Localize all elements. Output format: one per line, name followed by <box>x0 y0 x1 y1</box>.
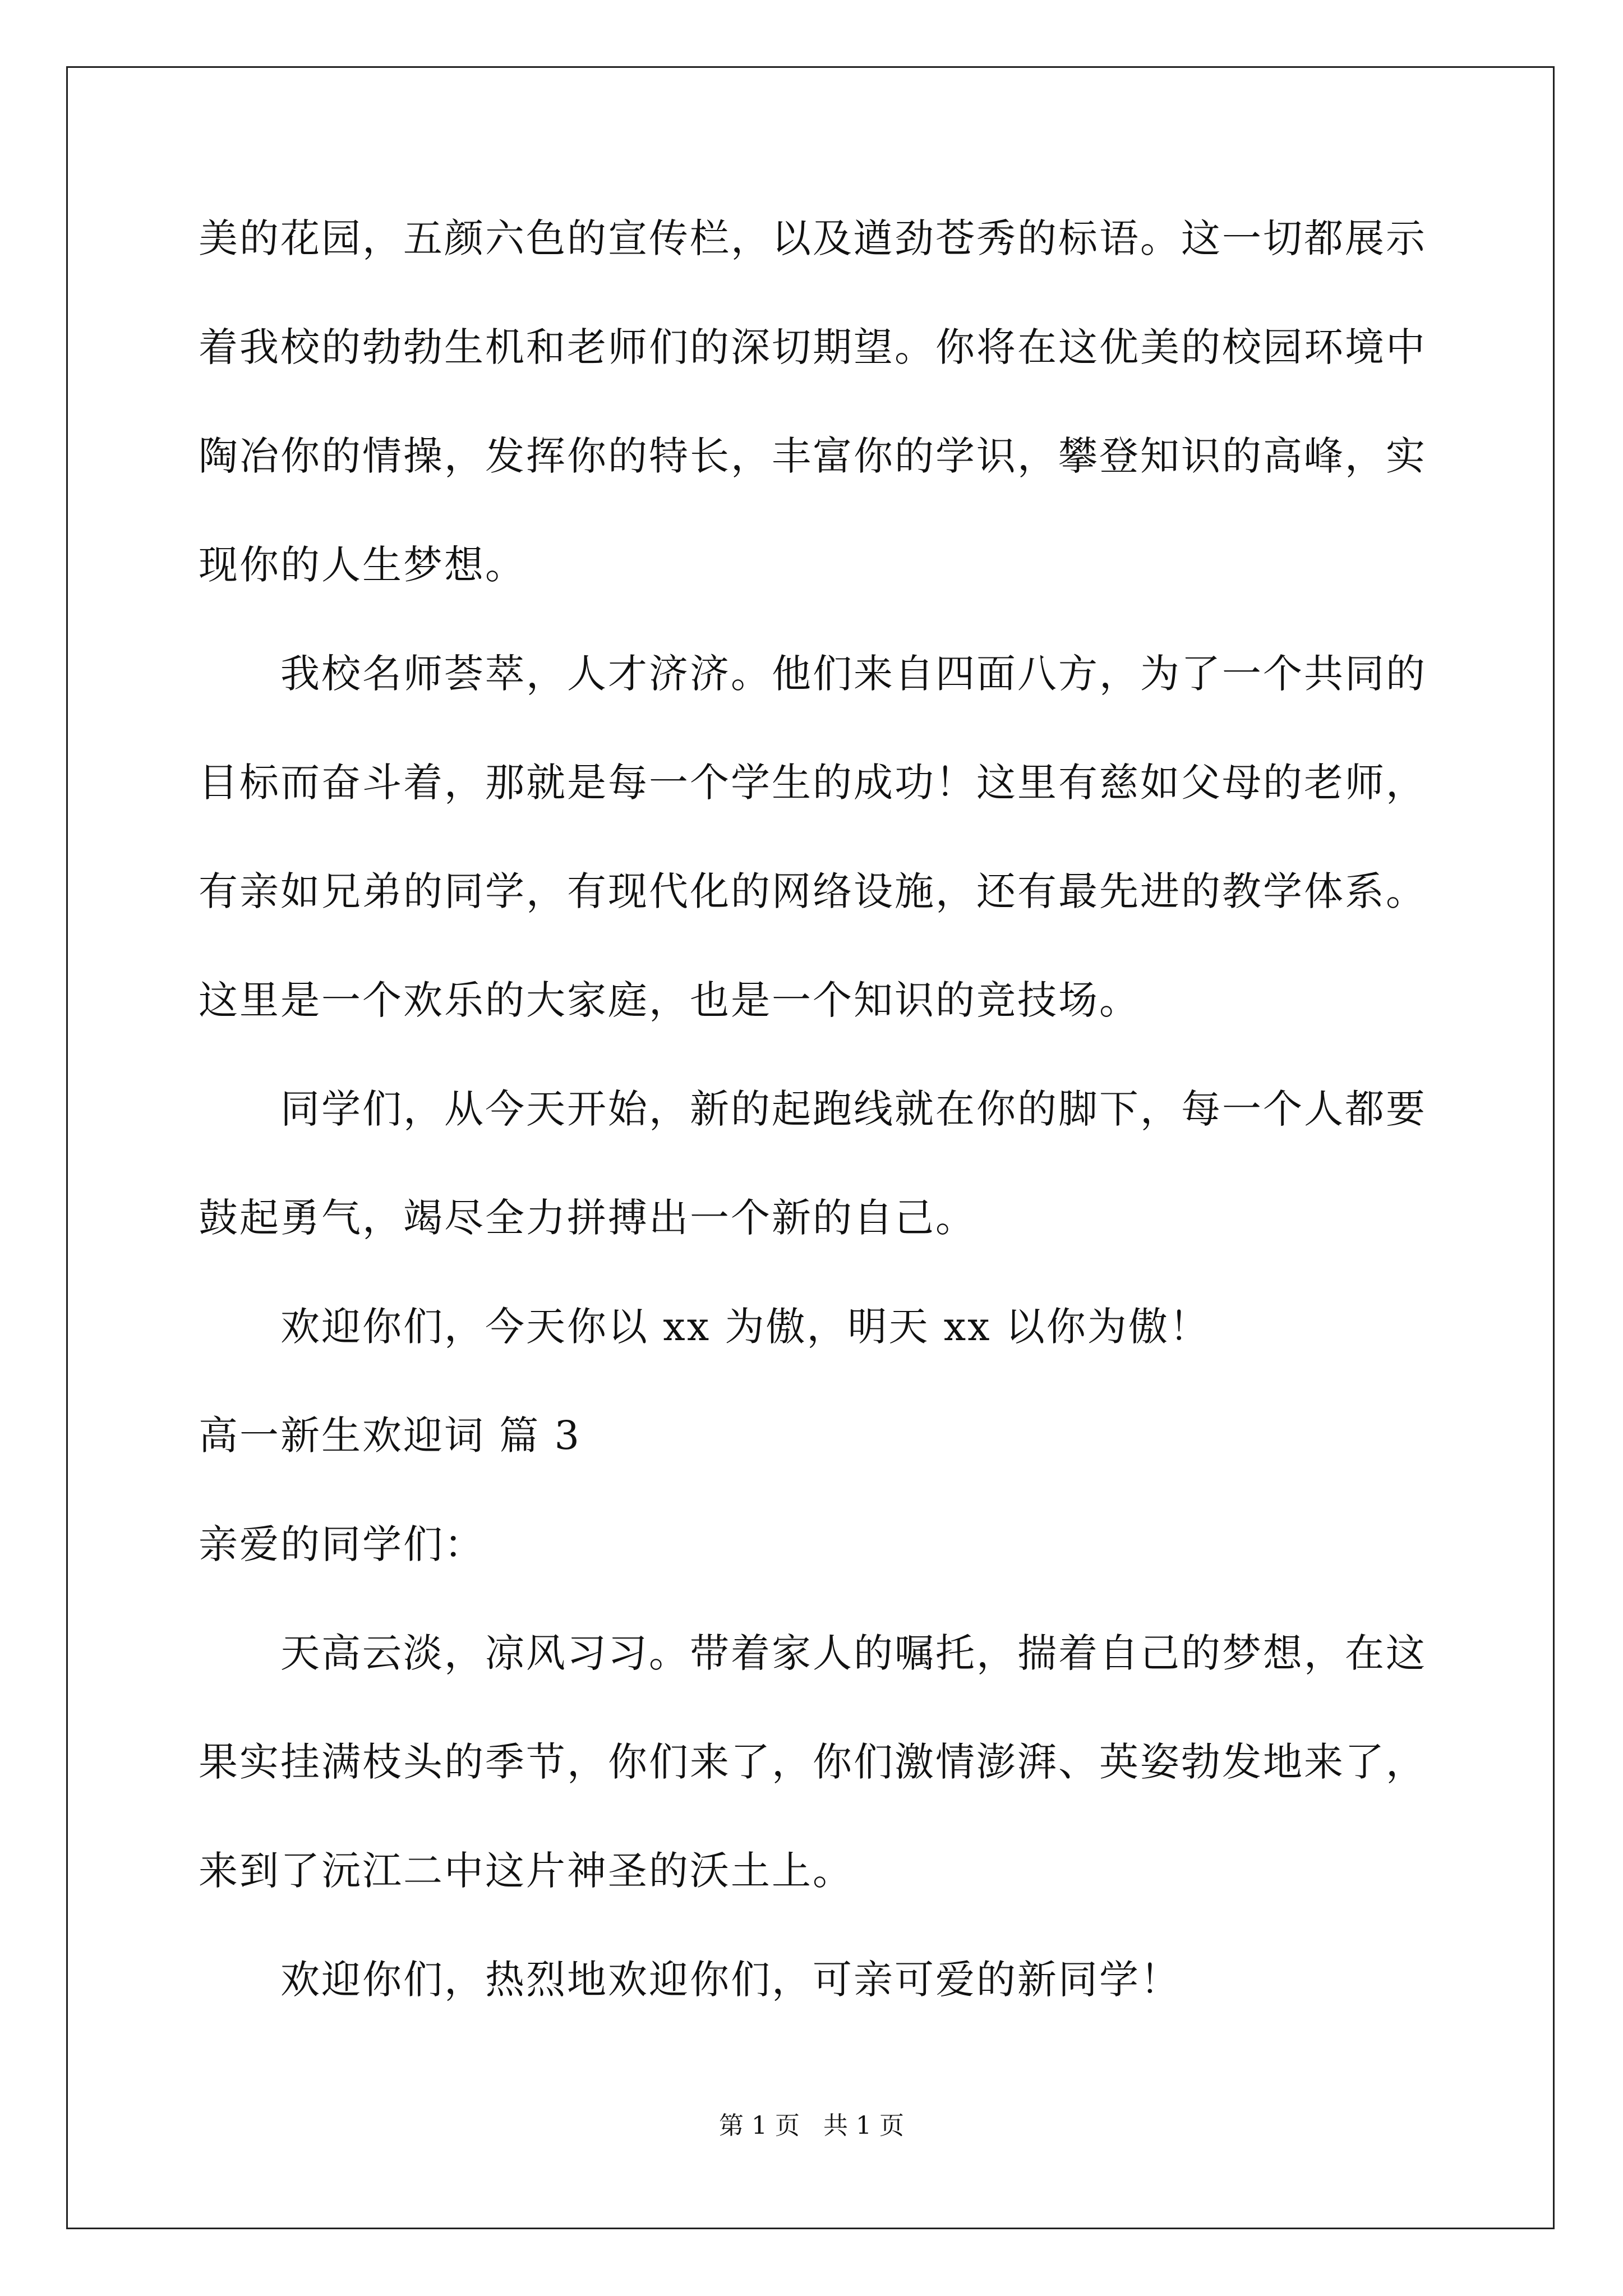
text-line: 来到了沅江二中这片神圣的沃土上。 <box>199 1848 854 1894</box>
salutation: 亲爱的同学们： <box>199 1521 485 1567</box>
text-line: 目标而奋斗着，那就是每一个学生的成功！这里有慈如父母的老师， <box>199 760 1427 806</box>
paragraph-first-line: 欢迎你们，热烈地欢迎你们，可亲可爱的新同学！ <box>280 1957 1181 2003</box>
page-footer: 第 1 页 共 1 页 <box>719 2111 904 2140</box>
paragraph-first-line: 我校名师荟萃，人才济济。他们来自四面八方，为了一个共同的 <box>280 651 1427 697</box>
text-line: 现你的人生梦想。 <box>199 542 526 588</box>
text-line: 果实挂满枝头的季节，你们来了，你们激情澎湃、英姿勃发地来了， <box>199 1739 1427 1785</box>
paragraph-first-line: 天高云淡，凉风习习。带着家人的嘱托，揣着自己的梦想，在这 <box>280 1630 1427 1676</box>
paragraph-first-line: 同学们，从今天开始，新的起跑线就在你的脚下，每一个人都要 <box>280 1086 1427 1132</box>
paragraph-first-line: 欢迎你们，今天你以 xx 为傲，明天 xx 以你为傲！ <box>280 1304 1210 1350</box>
text-line: 鼓起勇气，竭尽全力拼搏出一个新的自己。 <box>199 1195 976 1241</box>
text-line: 美的花园，五颜六色的宣传栏，以及遒劲苍秀的标语。这一切都展示 <box>199 215 1427 261</box>
text-line: 有亲如兄弟的同学，有现代化的网络设施，还有最先进的教学体系。 <box>199 868 1427 914</box>
text-line: 这里是一个欢乐的大家庭，也是一个知识的竞技场。 <box>199 977 1140 1023</box>
text-line: 陶冶你的情操，发挥你的特长，丰富你的学识，攀登知识的高峰，实 <box>199 433 1427 479</box>
document-body <box>199 215 1432 2069</box>
text-line: 着我校的勃勃生机和老师们的深切期望。你将在这优美的校园环境中 <box>199 324 1427 370</box>
section-heading: 高一新生欢迎词 篇 3 <box>199 1412 582 1458</box>
